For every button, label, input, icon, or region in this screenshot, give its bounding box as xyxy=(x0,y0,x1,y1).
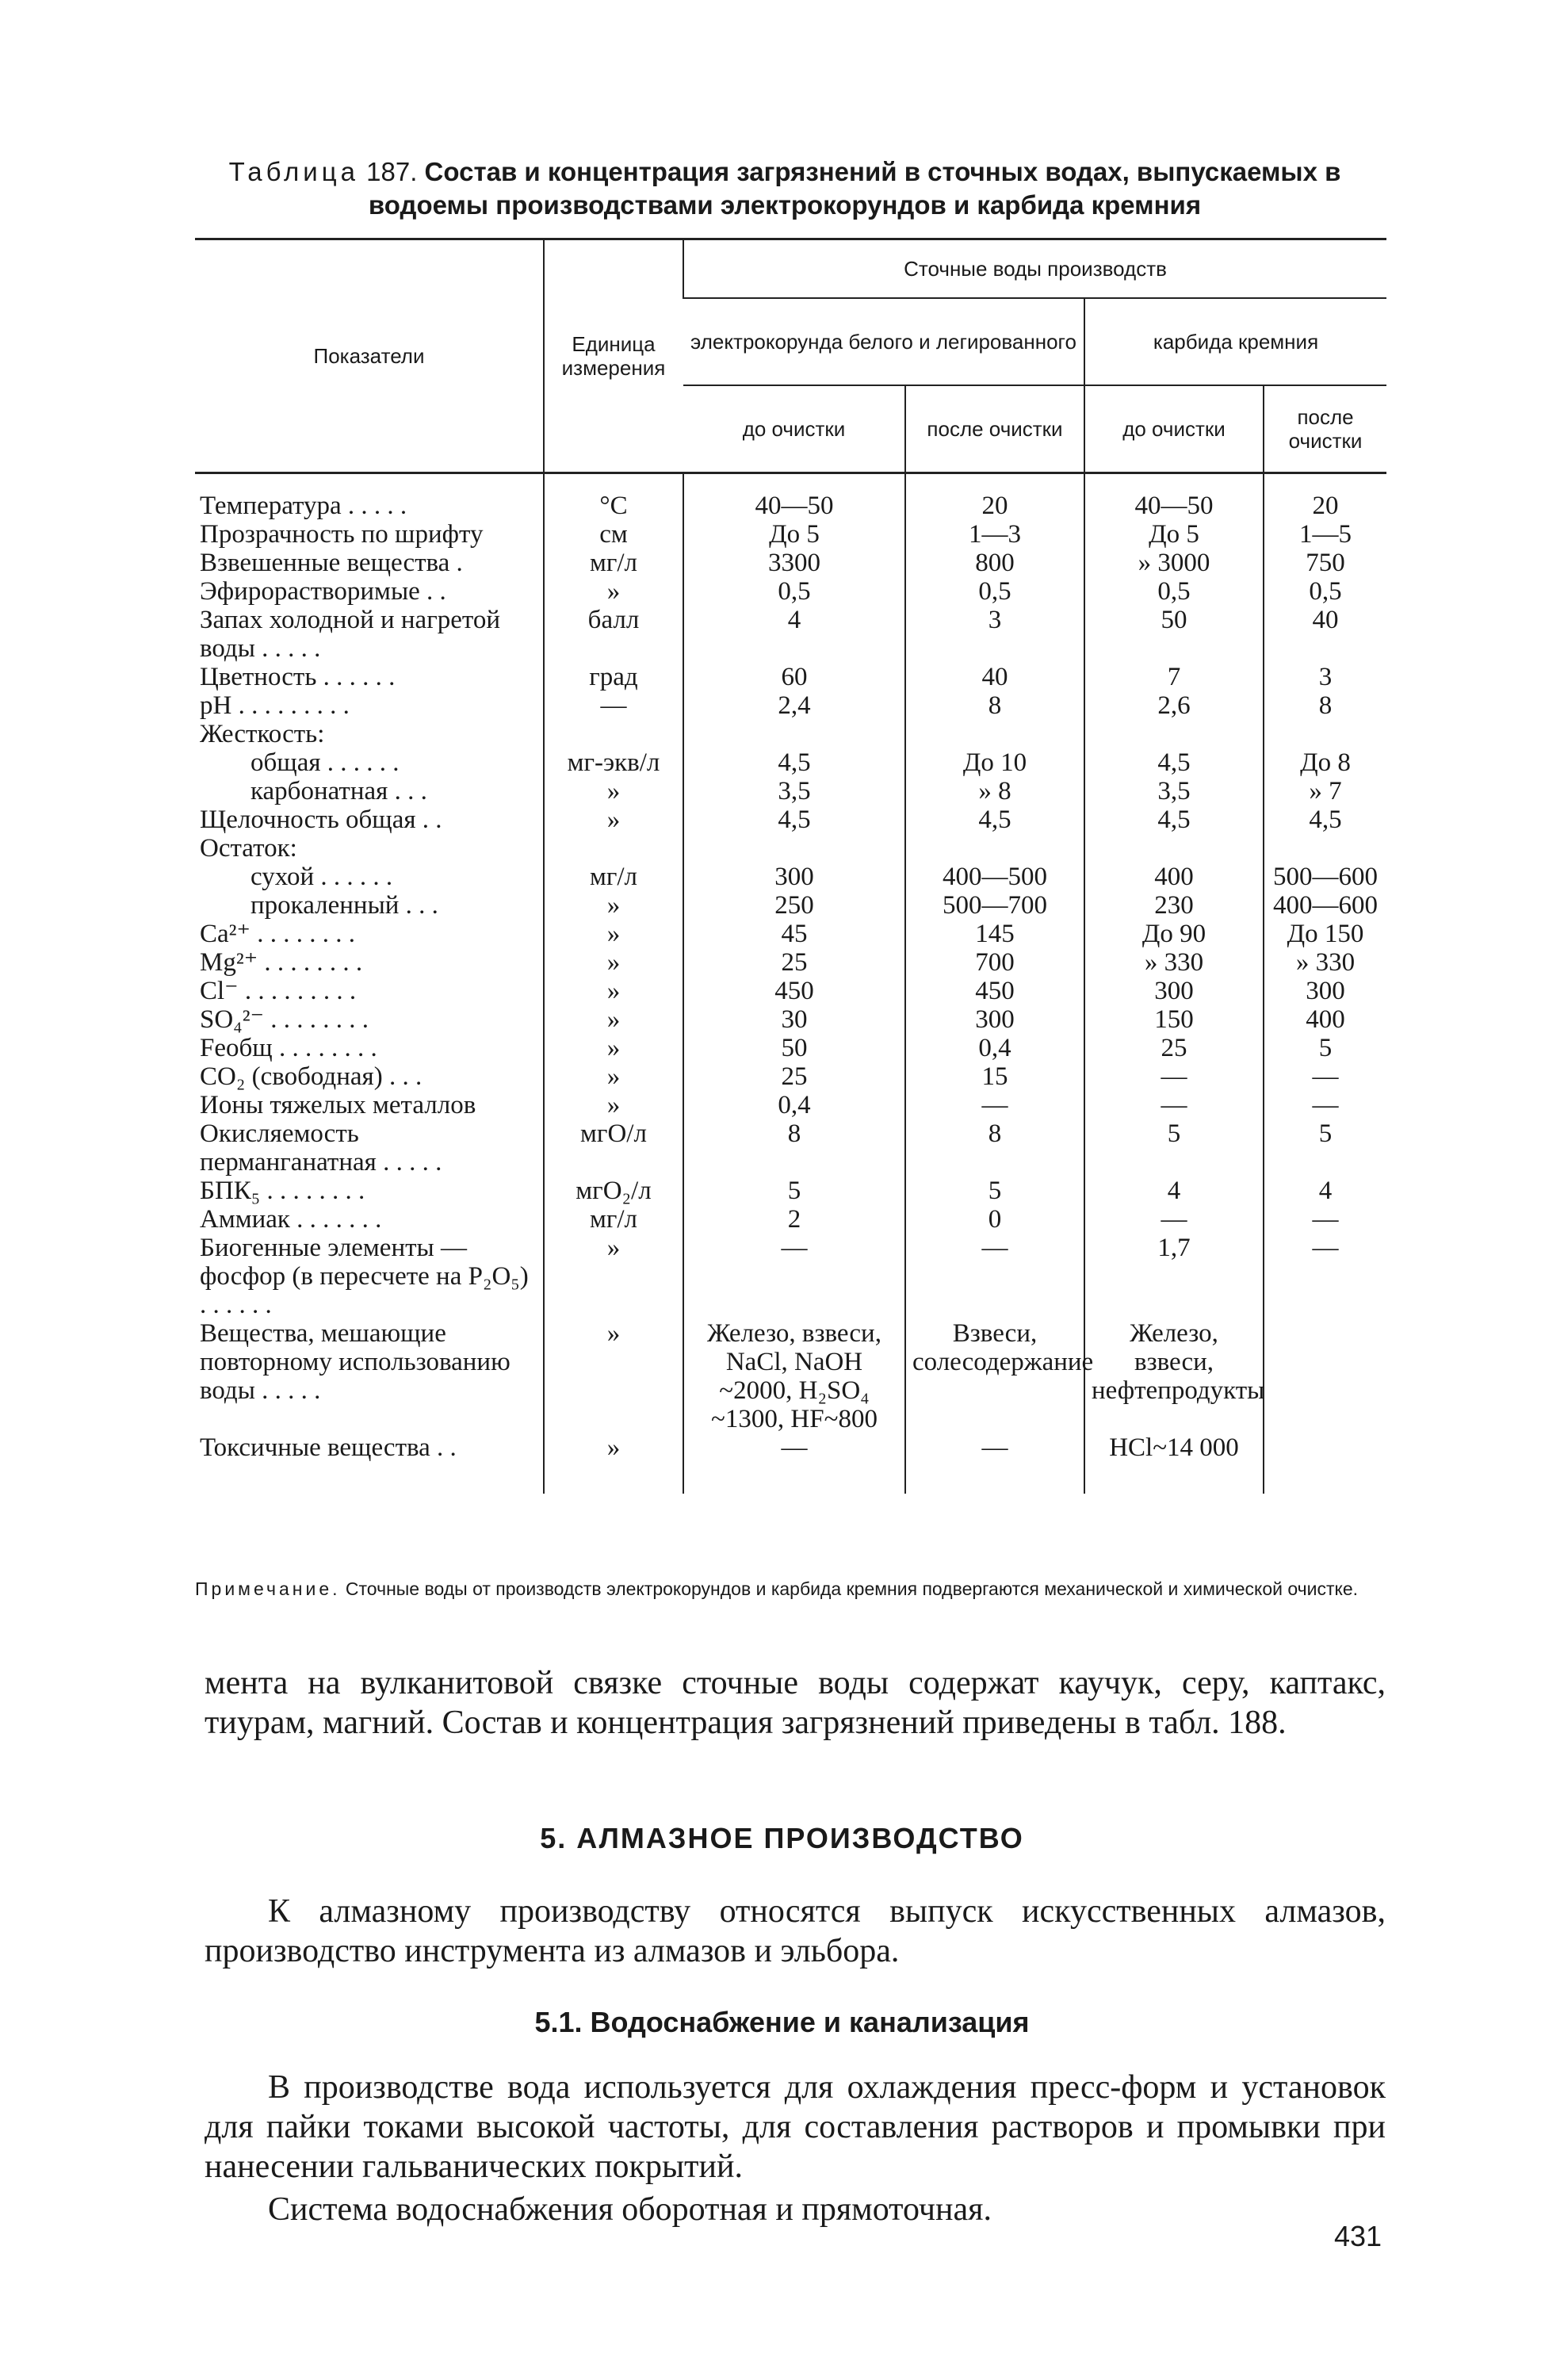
value-cell xyxy=(1264,720,1386,748)
value-cell: 2,4 xyxy=(683,691,905,720)
value-cell: Железо, взвеси, NaCl, NaOH ~2000, H₂SO₄ ~1300, HF~800 xyxy=(683,1319,905,1433)
header-after-cleaning: после очистки xyxy=(1264,385,1386,473)
table-row xyxy=(195,834,1386,863)
value-cell: До 150 xyxy=(1264,920,1386,948)
value-cell: » 330 xyxy=(1084,948,1264,977)
value-cell: » 8 xyxy=(905,777,1084,805)
table-row xyxy=(195,720,1386,748)
unit-cell: см xyxy=(544,520,683,549)
value-cell: 250 xyxy=(683,891,905,920)
value-cell: — xyxy=(683,1234,905,1319)
table-row xyxy=(195,1177,1386,1205)
header-unit: Единица измерения xyxy=(544,239,683,473)
note-label: Примечание. xyxy=(195,1578,341,1599)
value-cell: 0,5 xyxy=(1084,577,1264,606)
indicator-cell xyxy=(195,834,544,863)
value-cell: 25 xyxy=(1084,1034,1264,1062)
indicator-label: Эфирорастворимые . . xyxy=(200,577,446,606)
value-cell: — xyxy=(905,1433,1084,1494)
indicator-cell xyxy=(195,1005,544,1034)
unit-cell: » xyxy=(544,1319,683,1433)
header-production-corundum: электрокорунда белого и легированного xyxy=(683,298,1084,385)
indicator-label: Запах холодной и нагретой воды . . . . . xyxy=(200,606,501,663)
unit-cell: » xyxy=(544,1062,683,1091)
value-cell: 0,5 xyxy=(905,577,1084,606)
value-cell xyxy=(683,720,905,748)
subsection-heading: 5.1. Водоснабжение и канализация xyxy=(534,2006,1030,2038)
indicator-cell xyxy=(195,748,544,777)
value-cell: Взвеси, солесодержание xyxy=(905,1319,1084,1433)
unit-cell xyxy=(544,834,683,863)
table-row xyxy=(195,606,1386,663)
value-cell: 750 xyxy=(1264,549,1386,577)
value-cell: 40—50 xyxy=(683,473,905,521)
value-cell: — xyxy=(1084,1205,1264,1234)
indicator-label: SO₄²⁻ . . . . . . . . xyxy=(200,1005,369,1034)
value-cell: 50 xyxy=(1084,606,1264,663)
indicator-label: Цветность . . . . . . xyxy=(200,663,396,691)
indicator-cell xyxy=(195,863,544,891)
table-row xyxy=(195,1062,1386,1091)
value-cell: 5 xyxy=(683,1177,905,1205)
value-cell xyxy=(1264,1433,1386,1494)
value-cell: 8 xyxy=(683,1119,905,1177)
value-cell: — xyxy=(905,1091,1084,1119)
value-cell: 8 xyxy=(905,1119,1084,1177)
indicator-label: Щелочность общая . . xyxy=(200,805,442,834)
value-cell: 400—500 xyxy=(905,863,1084,891)
indicator-label: CO₂ (свободная) . . . xyxy=(200,1062,423,1091)
table-container xyxy=(195,238,1386,1494)
indicator-label: Cl⁻ . . . . . . . . . xyxy=(200,977,357,1005)
value-cell xyxy=(1084,720,1264,748)
indicator-label: Остаток: xyxy=(200,834,297,863)
section-heading: 5. АЛМАЗНОЕ ПРОИЗВОДСТВО xyxy=(540,1822,1024,1854)
table-row xyxy=(195,1091,1386,1119)
value-cell: 300 xyxy=(905,1005,1084,1034)
indicator-label: Ионы тяжелых металлов xyxy=(200,1091,476,1119)
value-cell: 40—50 xyxy=(1084,473,1264,521)
indicator-cell xyxy=(195,691,544,720)
value-cell: 3,5 xyxy=(1084,777,1264,805)
value-cell xyxy=(1264,834,1386,863)
unit-cell: » xyxy=(544,805,683,834)
value-cell xyxy=(1264,1319,1386,1433)
value-cell: HCl~14 000 xyxy=(1084,1433,1264,1494)
value-cell: 3,5 xyxy=(683,777,905,805)
value-cell: 4,5 xyxy=(683,748,905,777)
value-cell: — xyxy=(1084,1062,1264,1091)
indicator-label: Биогенные элементы — фосфор (в пересчете на P₂O₅) . . . . . . xyxy=(200,1234,529,1319)
value-cell xyxy=(683,834,905,863)
value-cell: 4 xyxy=(1264,1177,1386,1205)
table-row xyxy=(195,1005,1386,1034)
unit-cell: » xyxy=(544,777,683,805)
value-cell: 50 xyxy=(683,1034,905,1062)
indicator-cell xyxy=(195,920,544,948)
value-cell: 5 xyxy=(1084,1119,1264,1177)
indicator-cell xyxy=(195,606,544,663)
value-cell: 400 xyxy=(1264,1005,1386,1034)
table-row xyxy=(195,920,1386,948)
indicator-label: Взвешенные вещества . xyxy=(200,549,463,577)
paragraph-4: Система водоснабжения оборотная и прямоточная. xyxy=(268,2191,992,2228)
value-cell: 450 xyxy=(683,977,905,1005)
table-row xyxy=(195,1234,1386,1319)
value-cell: 20 xyxy=(1264,473,1386,521)
indicator-label: Прозрачность по шрифту xyxy=(200,520,484,549)
table-row xyxy=(195,691,1386,720)
value-cell: 7 xyxy=(1084,663,1264,691)
unit-cell: » xyxy=(544,1005,683,1034)
table-header xyxy=(195,239,1386,473)
value-cell: 4,5 xyxy=(1084,748,1264,777)
value-cell: 20 xyxy=(905,473,1084,521)
indicator-cell xyxy=(195,1205,544,1234)
paragraph-2: К алмазному производству относятся выпуск искусственных алмазов, производство инструмента из алмазов и эльбора. xyxy=(205,1893,1386,1969)
header-before-cleaning: до очистки xyxy=(1084,385,1264,473)
header-after-cleaning: после очистки xyxy=(905,385,1084,473)
value-cell: 3300 xyxy=(683,549,905,577)
value-cell: 5 xyxy=(1264,1034,1386,1062)
indicator-cell xyxy=(195,473,544,521)
indicator-cell xyxy=(195,520,544,549)
unit-cell: мг/л xyxy=(544,1205,683,1234)
indicator-cell xyxy=(195,1119,544,1177)
value-cell: 5 xyxy=(905,1177,1084,1205)
paragraph-3: В производстве вода используется для охлаждения пресс-форм и установок для пайки токами высокой частоты, для составления растворов и промывки при нанесении гальванических покрытий. xyxy=(205,2069,1386,2185)
unit-cell: мгО₂/л xyxy=(544,1177,683,1205)
indicator-label: прокаленный . . . xyxy=(250,891,438,920)
indicator-cell xyxy=(195,777,544,805)
value-cell: — xyxy=(683,1433,905,1494)
table-caption xyxy=(190,155,1379,222)
unit-cell: » xyxy=(544,577,683,606)
value-cell: 8 xyxy=(1264,691,1386,720)
paragraph-1: мента на вулканитовой связке сточные воды содержат каучук, серу, каптакс, тиурам, магний. Состав и концентрация загрязнений приведены в табл. 188. xyxy=(205,1665,1386,1741)
table-row xyxy=(195,663,1386,691)
unit-cell: » xyxy=(544,1433,683,1494)
unit-cell: мг/л xyxy=(544,549,683,577)
value-cell: — xyxy=(905,1234,1084,1319)
value-cell: 4,5 xyxy=(1084,805,1264,834)
table-row xyxy=(195,520,1386,549)
indicator-cell xyxy=(195,577,544,606)
unit-cell: » xyxy=(544,977,683,1005)
value-cell xyxy=(905,720,1084,748)
value-cell: 4 xyxy=(1084,1177,1264,1205)
indicator-label: Feобщ . . . . . . . . xyxy=(200,1034,377,1062)
unit-cell: град xyxy=(544,663,683,691)
indicator-cell xyxy=(195,663,544,691)
value-cell: 0,4 xyxy=(905,1034,1084,1062)
table-row xyxy=(195,549,1386,577)
indicator-cell xyxy=(195,1234,544,1319)
value-cell: 2 xyxy=(683,1205,905,1234)
value-cell: 0,5 xyxy=(1264,577,1386,606)
indicator-label: Токсичные вещества . . xyxy=(200,1433,457,1462)
value-cell: — xyxy=(1264,1205,1386,1234)
value-cell: 40 xyxy=(1264,606,1386,663)
value-cell: 500—600 xyxy=(1264,863,1386,891)
value-cell: » 330 xyxy=(1264,948,1386,977)
value-cell: 230 xyxy=(1084,891,1264,920)
value-cell: 150 xyxy=(1084,1005,1264,1034)
value-cell: 3 xyxy=(905,606,1084,663)
indicator-label: pH . . . . . . . . . xyxy=(200,691,350,720)
table-row xyxy=(195,577,1386,606)
value-cell: 25 xyxy=(683,948,905,977)
value-cell: 4,5 xyxy=(1264,805,1386,834)
indicator-label: общая . . . . . . xyxy=(250,748,400,777)
table-row xyxy=(195,805,1386,834)
indicator-cell xyxy=(195,549,544,577)
value-cell: 0,5 xyxy=(683,577,905,606)
unit-cell: » xyxy=(544,1091,683,1119)
table-row xyxy=(195,1034,1386,1062)
indicator-label: Окисляемость перманганатная . . . . . xyxy=(200,1119,442,1177)
unit-cell: мг-экв/л xyxy=(544,748,683,777)
value-cell xyxy=(1084,834,1264,863)
value-cell: 300 xyxy=(1084,977,1264,1005)
indicator-label: Температура . . . . . xyxy=(200,492,407,520)
table-row xyxy=(195,1205,1386,1234)
header-indicator: Показатели xyxy=(313,344,425,368)
table-body xyxy=(195,473,1386,1494)
table-row xyxy=(195,777,1386,805)
unit-cell: » xyxy=(544,920,683,948)
value-cell: 500—700 xyxy=(905,891,1084,920)
value-cell: 1—5 xyxy=(1264,520,1386,549)
value-cell: 0,4 xyxy=(683,1091,905,1119)
value-cell: 4 xyxy=(683,606,905,663)
value-cell: До 8 xyxy=(1264,748,1386,777)
table-row xyxy=(195,977,1386,1005)
value-cell: До 10 xyxy=(905,748,1084,777)
indicator-cell xyxy=(195,805,544,834)
indicator-cell xyxy=(195,977,544,1005)
value-cell xyxy=(905,834,1084,863)
table-row xyxy=(195,948,1386,977)
value-cell: 25 xyxy=(683,1062,905,1091)
value-cell: » 7 xyxy=(1264,777,1386,805)
caption-number: 187. xyxy=(366,157,418,186)
value-cell: — xyxy=(1084,1091,1264,1119)
value-cell: 400—600 xyxy=(1264,891,1386,920)
value-cell: — xyxy=(1264,1062,1386,1091)
page-number: 431 xyxy=(1334,2220,1382,2252)
value-cell: До 5 xyxy=(683,520,905,549)
value-cell: 4,5 xyxy=(905,805,1084,834)
unit-cell: » xyxy=(544,948,683,977)
indicator-label: сухой . . . . . . xyxy=(250,863,393,891)
value-cell: До 90 xyxy=(1084,920,1264,948)
table-row xyxy=(195,1119,1386,1177)
unit-cell: мг/л xyxy=(544,863,683,891)
header-production-carbide: карбида кремния xyxy=(1084,298,1386,385)
value-cell: 2,6 xyxy=(1084,691,1264,720)
value-cell: 1,7 xyxy=(1084,1234,1264,1319)
indicator-label: Аммиак . . . . . . . xyxy=(200,1205,382,1234)
value-cell: » 3000 xyxy=(1084,549,1264,577)
value-cell: — xyxy=(1264,1091,1386,1119)
table-row xyxy=(195,863,1386,891)
indicator-label: карбонатная . . . xyxy=(250,777,427,805)
value-cell: 4,5 xyxy=(683,805,905,834)
value-cell: — xyxy=(1264,1234,1386,1319)
value-cell: 700 xyxy=(905,948,1084,977)
value-cell: 1—3 xyxy=(905,520,1084,549)
value-cell: 145 xyxy=(905,920,1084,948)
table-row xyxy=(195,1319,1386,1433)
value-cell: До 5 xyxy=(1084,520,1264,549)
table-row xyxy=(195,748,1386,777)
indicator-cell xyxy=(195,1034,544,1062)
indicator-cell xyxy=(195,1319,544,1433)
unit-cell: » xyxy=(544,1034,683,1062)
table-note xyxy=(195,1578,1384,1600)
indicator-label: Ca²⁺ . . . . . . . . xyxy=(200,920,355,948)
value-cell: 400 xyxy=(1084,863,1264,891)
unit-cell: — xyxy=(544,691,683,720)
unit-cell: мгО/л xyxy=(544,1119,683,1177)
indicator-label: Mg²⁺ . . . . . . . . xyxy=(200,948,363,977)
value-cell: Железо, взвеси, нефтепродукты xyxy=(1084,1319,1264,1433)
unit-cell: °С xyxy=(544,473,683,521)
caption-title: Состав и концентрация загрязнений в сточных водах, выпускаемых в водоемы производствами электрокорундов и карбида кремния xyxy=(368,157,1341,220)
indicator-cell xyxy=(195,720,544,748)
value-cell: 3 xyxy=(1264,663,1386,691)
indicator-cell xyxy=(195,948,544,977)
value-cell: 45 xyxy=(683,920,905,948)
value-cell: 60 xyxy=(683,663,905,691)
value-cell: 450 xyxy=(905,977,1084,1005)
table-row xyxy=(195,473,1386,521)
note-text: Сточные воды от производств электрокорундов и карбида кремния подвергаются механической и химической очистке. xyxy=(345,1578,1359,1599)
indicator-cell xyxy=(195,1177,544,1205)
value-cell: 8 xyxy=(905,691,1084,720)
indicator-label: Жесткость: xyxy=(200,720,325,748)
table-row xyxy=(195,891,1386,920)
value-cell: 30 xyxy=(683,1005,905,1034)
value-cell: 5 xyxy=(1264,1119,1386,1177)
value-cell: 40 xyxy=(905,663,1084,691)
unit-cell xyxy=(544,720,683,748)
pollutants-table xyxy=(195,238,1386,1494)
caption-label: Таблица xyxy=(228,157,359,186)
indicator-cell xyxy=(195,1062,544,1091)
header-before-cleaning: до очистки xyxy=(683,385,905,473)
table-row xyxy=(195,1433,1386,1494)
value-cell: 300 xyxy=(1264,977,1386,1005)
indicator-cell xyxy=(195,891,544,920)
indicator-cell xyxy=(195,1091,544,1119)
value-cell: 800 xyxy=(905,549,1084,577)
value-cell: 15 xyxy=(905,1062,1084,1091)
unit-cell: » xyxy=(544,1234,683,1319)
indicator-label: Вещества, мешающие повторному использованию воды . . . . . xyxy=(200,1319,510,1405)
value-cell: 300 xyxy=(683,863,905,891)
indicator-label: БПК₅ . . . . . . . . xyxy=(200,1177,365,1205)
indicator-cell xyxy=(195,1433,544,1494)
value-cell: 0 xyxy=(905,1205,1084,1234)
header-group: Сточные воды производств xyxy=(683,239,1386,299)
unit-cell: » xyxy=(544,891,683,920)
unit-cell: балл xyxy=(544,606,683,663)
